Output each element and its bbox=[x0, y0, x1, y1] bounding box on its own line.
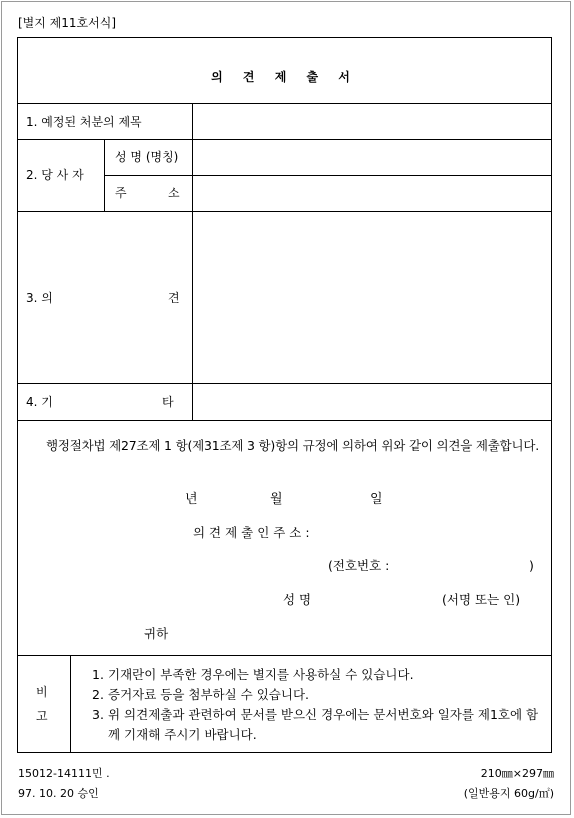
divider bbox=[104, 139, 105, 211]
seal-label: (서명 또는 인) bbox=[442, 592, 521, 607]
phone-label: (전호번호 : bbox=[328, 558, 390, 573]
remarks-item-text: 위 의견제출과 관련하여 문서를 받으신 경우에는 문서번호와 일자를 제1호에 함께 기재해 주시기 바랍니다. bbox=[108, 707, 539, 742]
remarks-label-top: 비 bbox=[36, 685, 48, 699]
divider bbox=[18, 139, 551, 140]
date-month-label: 월 bbox=[270, 492, 283, 507]
submitter-name-label: 성 명 bbox=[283, 592, 312, 607]
item3-label-left: 3. 의 bbox=[26, 291, 53, 305]
date-year-label: 년 bbox=[185, 492, 198, 507]
divider bbox=[18, 103, 551, 104]
item2-address-label-right: 소 bbox=[168, 186, 180, 200]
divider bbox=[104, 175, 551, 176]
item1-input-area[interactable] bbox=[194, 105, 550, 138]
remarks-list bbox=[92, 665, 544, 745]
form-number-label: [별지 제11호서식] bbox=[18, 16, 116, 30]
submitter-address-label: 의 견 제 출 인 주 소 : bbox=[193, 525, 310, 540]
divider bbox=[18, 211, 551, 212]
item4-label-left: 4. 기 bbox=[26, 395, 53, 409]
item2-address-label-left: 주 bbox=[115, 186, 127, 200]
form-title: 의 견 제 출 서 bbox=[211, 70, 358, 84]
remarks-item bbox=[92, 705, 544, 745]
divider bbox=[18, 655, 551, 656]
item4-input-area[interactable] bbox=[194, 385, 550, 419]
remarks-item-text: 기재란이 부족한 경우에는 별지를 사용하실 수 있습니다. bbox=[108, 667, 414, 682]
item2-label: 2. 당 사 자 bbox=[26, 168, 84, 182]
recipient-label: 귀하 bbox=[144, 626, 169, 641]
divider bbox=[192, 103, 193, 420]
paper-type: (일반용지 60g/㎡) bbox=[463, 787, 554, 800]
approval-date: 97. 10. 20 승인 bbox=[18, 787, 99, 800]
declaration-text: 행정절차법 제27조제 1 항(제31조제 3 항)항의 규정에 의하여 위와 같이 의견을 제출합니다. bbox=[46, 438, 540, 453]
paper-size: 210㎜×297㎜ bbox=[480, 767, 554, 780]
opinion-form bbox=[17, 37, 552, 753]
phone-close-paren: ) bbox=[529, 558, 534, 573]
item2-name-label: 성 명 (명칭) bbox=[115, 150, 179, 164]
item4-label-right: 타 bbox=[162, 395, 174, 409]
divider bbox=[18, 383, 551, 384]
item3-input-area[interactable] bbox=[194, 213, 550, 382]
form-code: 15012-14111민 . bbox=[18, 767, 110, 780]
divider bbox=[70, 655, 71, 752]
remarks-label-bottom: 고 bbox=[36, 709, 48, 723]
remarks-item-number: 1. bbox=[92, 667, 104, 682]
item3-label-right: 견 bbox=[168, 291, 180, 305]
remarks-item-text: 증거자료 등을 첨부하실 수 있습니다. bbox=[108, 687, 309, 702]
item2-name-input-area[interactable] bbox=[194, 141, 550, 174]
remarks-item-number: 2. bbox=[92, 687, 104, 702]
item1-label: 1. 예정된 처분의 제목 bbox=[26, 115, 142, 129]
remarks-item bbox=[92, 665, 544, 685]
date-day-label: 일 bbox=[370, 492, 383, 507]
item2-address-input-area[interactable] bbox=[194, 177, 550, 210]
remarks-item bbox=[92, 685, 544, 705]
divider bbox=[18, 420, 551, 421]
remarks-item-number: 3. bbox=[92, 707, 104, 722]
